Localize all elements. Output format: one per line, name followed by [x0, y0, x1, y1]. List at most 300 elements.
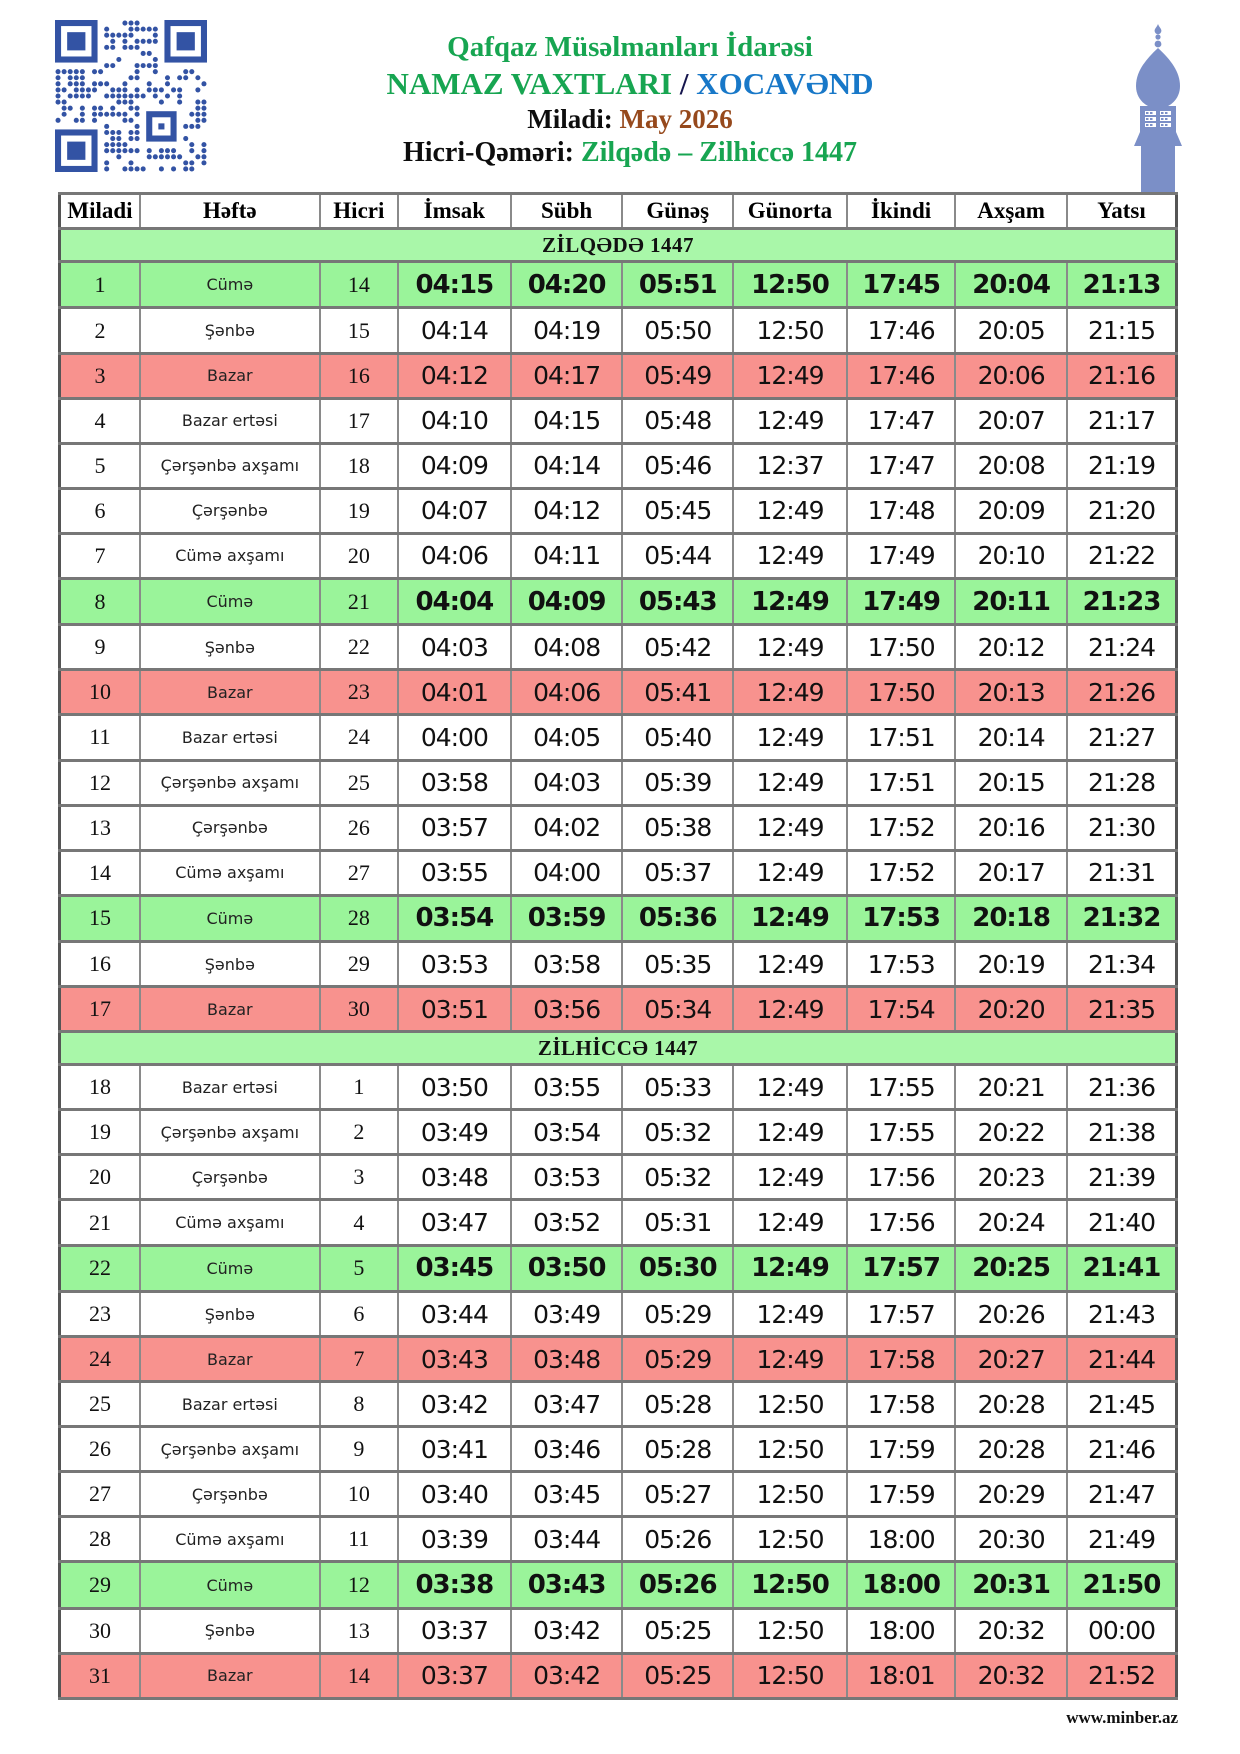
cell-time-axsam: 20:09 — [955, 488, 1067, 533]
cell-miladi-day: 31 — [60, 1653, 140, 1698]
cell-weekday: Çərşənbə — [140, 488, 320, 533]
cell-time-ikindi: 17:53 — [847, 942, 955, 987]
cell-time-yatsi: 21:30 — [1067, 805, 1177, 850]
cell-time-gunes: 05:36 — [622, 895, 733, 941]
cell-time-ikindi: 17:57 — [847, 1245, 955, 1291]
prayer-table-body — [60, 229, 1177, 1699]
cell-hicri-day: 22 — [320, 625, 398, 670]
cell-time-gunorta: 12:49 — [733, 760, 847, 805]
cell-time-imsak: 03:53 — [398, 942, 511, 987]
cell-time-gunorta: 12:49 — [733, 533, 847, 578]
cell-time-gunes: 05:48 — [622, 398, 733, 443]
cell-time-ikindi: 18:01 — [847, 1653, 955, 1698]
cell-hicri-day: 28 — [320, 895, 398, 941]
cell-miladi-day: 29 — [60, 1562, 140, 1608]
cell-time-gunorta: 12:49 — [733, 715, 847, 760]
cell-hicri-day: 7 — [320, 1337, 398, 1382]
cell-miladi-day: 10 — [60, 670, 140, 715]
cell-hicri-day: 24 — [320, 715, 398, 760]
cell-time-subh: 03:42 — [511, 1608, 623, 1653]
cell-time-subh: 04:05 — [511, 715, 623, 760]
cell-hicri-day: 27 — [320, 850, 398, 895]
cell-time-subh: 04:20 — [511, 262, 623, 308]
cell-time-yatsi: 21:46 — [1067, 1427, 1177, 1472]
cell-hicri-day: 6 — [320, 1292, 398, 1337]
cell-time-subh: 03:42 — [511, 1653, 623, 1698]
cell-miladi-day: 13 — [60, 805, 140, 850]
table-row — [60, 1653, 1177, 1698]
table-row — [60, 805, 1177, 850]
cell-time-axsam: 20:31 — [955, 1562, 1067, 1608]
cell-time-ikindi: 17:52 — [847, 805, 955, 850]
cell-time-gunes: 05:37 — [622, 850, 733, 895]
cell-time-gunes: 05:25 — [622, 1653, 733, 1698]
cell-time-ikindi: 18:00 — [847, 1608, 955, 1653]
column-header: Miladi — [60, 194, 140, 229]
cell-hicri-day: 25 — [320, 760, 398, 805]
column-header: Axşam — [955, 194, 1067, 229]
cell-time-gunes: 05:50 — [622, 308, 733, 353]
cell-weekday: Bazar ertəsi — [140, 1065, 320, 1110]
table-row — [60, 942, 1177, 987]
table-row — [60, 987, 1177, 1032]
cell-time-gunes: 05:51 — [622, 262, 733, 308]
cell-time-ikindi: 17:55 — [847, 1065, 955, 1110]
cell-time-yatsi: 21:44 — [1067, 1337, 1177, 1382]
cell-miladi-day: 22 — [60, 1245, 140, 1291]
cell-hicri-day: 20 — [320, 533, 398, 578]
cell-time-ikindi: 18:00 — [847, 1562, 955, 1608]
cell-miladi-day: 28 — [60, 1517, 140, 1562]
cell-hicri-day: 30 — [320, 987, 398, 1032]
cell-time-ikindi: 17:53 — [847, 895, 955, 941]
cell-weekday: Çərşənbə axşamı — [140, 760, 320, 805]
minaret-icon — [1128, 24, 1188, 192]
cell-time-yatsi: 21:40 — [1067, 1200, 1177, 1245]
cell-miladi-day: 27 — [60, 1472, 140, 1517]
cell-time-imsak: 03:44 — [398, 1292, 511, 1337]
gregorian-date-line — [220, 103, 1040, 136]
city-name: XOCAVƏND — [696, 66, 874, 102]
cell-time-gunes: 05:39 — [622, 760, 733, 805]
cell-time-gunorta: 12:49 — [733, 850, 847, 895]
cell-time-yatsi: 21:22 — [1067, 533, 1177, 578]
table-row — [60, 1608, 1177, 1653]
cell-time-axsam: 20:21 — [955, 1065, 1067, 1110]
cell-time-imsak: 04:00 — [398, 715, 511, 760]
cell-time-axsam: 20:24 — [955, 1200, 1067, 1245]
table-row — [60, 1382, 1177, 1427]
cell-time-ikindi: 17:59 — [847, 1427, 955, 1472]
cell-weekday: Bazar — [140, 1337, 320, 1382]
cell-time-yatsi: 21:35 — [1067, 987, 1177, 1032]
cell-weekday: Cümə axşamı — [140, 1200, 320, 1245]
cell-time-gunes: 05:30 — [622, 1245, 733, 1291]
cell-hicri-day: 17 — [320, 398, 398, 443]
cell-time-yatsi: 21:31 — [1067, 850, 1177, 895]
cell-time-ikindi: 17:47 — [847, 398, 955, 443]
cell-weekday: Cümə axşamı — [140, 1517, 320, 1562]
cell-time-ikindi: 17:49 — [847, 578, 955, 624]
table-row — [60, 850, 1177, 895]
cell-hicri-day: 3 — [320, 1155, 398, 1200]
cell-time-gunes: 05:28 — [622, 1382, 733, 1427]
cell-miladi-day: 15 — [60, 895, 140, 941]
cell-time-axsam: 20:28 — [955, 1382, 1067, 1427]
cell-time-gunorta: 12:49 — [733, 895, 847, 941]
table-row — [60, 1200, 1177, 1245]
cell-time-axsam: 20:22 — [955, 1110, 1067, 1155]
cell-time-gunes: 05:34 — [622, 987, 733, 1032]
cell-time-gunes: 05:35 — [622, 942, 733, 987]
cell-miladi-day: 12 — [60, 760, 140, 805]
cell-time-subh: 04:08 — [511, 625, 623, 670]
cell-time-subh: 03:59 — [511, 895, 623, 941]
cell-time-axsam: 20:06 — [955, 353, 1067, 398]
cell-miladi-day: 23 — [60, 1292, 140, 1337]
cell-time-yatsi: 21:38 — [1067, 1110, 1177, 1155]
cell-time-yatsi: 21:20 — [1067, 488, 1177, 533]
cell-time-gunorta: 12:49 — [733, 987, 847, 1032]
cell-miladi-day: 18 — [60, 1065, 140, 1110]
cell-weekday: Şənbə — [140, 308, 320, 353]
cell-hicri-day: 13 — [320, 1608, 398, 1653]
cell-time-yatsi: 21:27 — [1067, 715, 1177, 760]
cell-hicri-day: 14 — [320, 262, 398, 308]
cell-time-gunes: 05:43 — [622, 578, 733, 624]
month-section-row — [60, 1032, 1177, 1065]
table-row — [60, 578, 1177, 624]
cell-time-subh: 03:43 — [511, 1562, 623, 1608]
cell-time-ikindi: 17:47 — [847, 443, 955, 488]
cell-time-gunorta: 12:49 — [733, 1337, 847, 1382]
cell-weekday: Bazar ertəsi — [140, 715, 320, 760]
cell-time-subh: 03:44 — [511, 1517, 623, 1562]
cell-time-gunes: 05:28 — [622, 1427, 733, 1472]
cell-weekday: Çərşənbə — [140, 805, 320, 850]
cell-time-yatsi: 21:36 — [1067, 1065, 1177, 1110]
cell-time-gunorta: 12:49 — [733, 670, 847, 715]
cell-time-axsam: 20:20 — [955, 987, 1067, 1032]
cell-time-axsam: 20:13 — [955, 670, 1067, 715]
cell-hicri-day: 16 — [320, 353, 398, 398]
cell-time-axsam: 20:04 — [955, 262, 1067, 308]
table-row — [60, 1427, 1177, 1472]
cell-weekday: Şənbə — [140, 1292, 320, 1337]
cell-time-ikindi: 17:58 — [847, 1382, 955, 1427]
cell-weekday: Cümə axşamı — [140, 533, 320, 578]
cell-time-subh: 03:46 — [511, 1427, 623, 1472]
cell-weekday: Cümə — [140, 1245, 320, 1291]
cell-time-gunes: 05:45 — [622, 488, 733, 533]
table-row — [60, 443, 1177, 488]
cell-miladi-day: 21 — [60, 1200, 140, 1245]
cell-weekday: Cümə — [140, 578, 320, 624]
cell-weekday: Bazar — [140, 1653, 320, 1698]
cell-time-subh: 03:45 — [511, 1472, 623, 1517]
cell-weekday: Şənbə — [140, 942, 320, 987]
cell-weekday: Bazar ertəsi — [140, 398, 320, 443]
cell-time-axsam: 20:32 — [955, 1608, 1067, 1653]
cell-time-ikindi: 17:45 — [847, 262, 955, 308]
cell-hicri-day: 29 — [320, 942, 398, 987]
table-row — [60, 1292, 1177, 1337]
qr-code-icon — [55, 20, 207, 172]
cell-time-gunorta: 12:50 — [733, 1608, 847, 1653]
cell-time-imsak: 04:10 — [398, 398, 511, 443]
cell-time-axsam: 20:12 — [955, 625, 1067, 670]
cell-time-imsak: 03:42 — [398, 1382, 511, 1427]
cell-time-yatsi: 00:00 — [1067, 1608, 1177, 1653]
cell-time-gunorta: 12:50 — [733, 1427, 847, 1472]
cell-time-ikindi: 17:49 — [847, 533, 955, 578]
cell-time-gunorta: 12:50 — [733, 1472, 847, 1517]
website-footer: www.minber.az — [1066, 1708, 1178, 1727]
prayer-times-table — [58, 192, 1178, 1700]
cell-time-gunorta: 12:50 — [733, 262, 847, 308]
cell-time-ikindi: 17:48 — [847, 488, 955, 533]
cell-time-subh: 03:52 — [511, 1200, 623, 1245]
cell-time-axsam: 20:30 — [955, 1517, 1067, 1562]
cell-hicri-day: 10 — [320, 1472, 398, 1517]
cell-time-imsak: 03:55 — [398, 850, 511, 895]
cell-time-imsak: 04:03 — [398, 625, 511, 670]
cell-time-yatsi: 21:34 — [1067, 942, 1177, 987]
cell-time-gunorta: 12:49 — [733, 488, 847, 533]
cell-time-ikindi: 17:50 — [847, 670, 955, 715]
cell-time-axsam: 20:27 — [955, 1337, 1067, 1382]
cell-time-yatsi: 21:50 — [1067, 1562, 1177, 1608]
cell-time-gunorta: 12:49 — [733, 353, 847, 398]
cell-time-gunes: 05:29 — [622, 1292, 733, 1337]
cell-time-ikindi: 17:56 — [847, 1200, 955, 1245]
cell-miladi-day: 3 — [60, 353, 140, 398]
column-header: Günəş — [622, 194, 733, 229]
cell-time-gunes: 05:41 — [622, 670, 733, 715]
cell-time-imsak: 03:41 — [398, 1427, 511, 1472]
cell-time-axsam: 20:32 — [955, 1653, 1067, 1698]
table-row — [60, 1517, 1177, 1562]
table-row — [60, 353, 1177, 398]
cell-hicri-day: 4 — [320, 1200, 398, 1245]
table-row — [60, 670, 1177, 715]
cell-time-gunorta: 12:50 — [733, 1517, 847, 1562]
cell-time-imsak: 04:12 — [398, 353, 511, 398]
miladi-value: May 2026 — [619, 104, 733, 135]
table-row — [60, 1110, 1177, 1155]
cell-time-axsam: 20:16 — [955, 805, 1067, 850]
column-header: Günorta — [733, 194, 847, 229]
cell-weekday: Cümə — [140, 895, 320, 941]
cell-time-gunorta: 12:37 — [733, 443, 847, 488]
cell-time-subh: 04:19 — [511, 308, 623, 353]
cell-time-imsak: 03:50 — [398, 1065, 511, 1110]
cell-time-imsak: 03:37 — [398, 1653, 511, 1698]
cell-time-subh: 03:49 — [511, 1292, 623, 1337]
column-header: Hicri — [320, 194, 398, 229]
cell-time-subh: 04:11 — [511, 533, 623, 578]
cell-time-yatsi: 21:32 — [1067, 895, 1177, 941]
cell-time-ikindi: 17:55 — [847, 1110, 955, 1155]
cell-time-subh: 04:17 — [511, 353, 623, 398]
cell-miladi-day: 9 — [60, 625, 140, 670]
miladi-label: Miladi: — [527, 104, 613, 135]
cell-weekday: Bazar ertəsi — [140, 1382, 320, 1427]
cell-time-gunes: 05:29 — [622, 1337, 733, 1382]
cell-time-axsam: 20:29 — [955, 1472, 1067, 1517]
cell-weekday: Bazar — [140, 353, 320, 398]
title-block — [220, 30, 1040, 170]
cell-time-gunorta: 12:49 — [733, 1155, 847, 1200]
cell-time-gunes: 05:40 — [622, 715, 733, 760]
cell-time-axsam: 20:28 — [955, 1427, 1067, 1472]
column-header: İkindi — [847, 194, 955, 229]
cell-time-yatsi: 21:26 — [1067, 670, 1177, 715]
cell-hicri-day: 8 — [320, 1382, 398, 1427]
table-row — [60, 760, 1177, 805]
cell-time-gunorta: 12:49 — [733, 1200, 847, 1245]
cell-weekday: Bazar — [140, 670, 320, 715]
table-row — [60, 625, 1177, 670]
cell-time-imsak: 04:14 — [398, 308, 511, 353]
cell-hicri-day: 5 — [320, 1245, 398, 1291]
cell-miladi-day: 19 — [60, 1110, 140, 1155]
cell-time-imsak: 03:40 — [398, 1472, 511, 1517]
cell-time-subh: 04:09 — [511, 578, 623, 624]
column-header: Həftə — [140, 194, 320, 229]
cell-time-yatsi: 21:39 — [1067, 1155, 1177, 1200]
table-row — [60, 715, 1177, 760]
cell-weekday: Cümə axşamı — [140, 850, 320, 895]
cell-time-subh: 04:15 — [511, 398, 623, 443]
cell-time-gunorta: 12:49 — [733, 1065, 847, 1110]
cell-time-gunorta: 12:49 — [733, 1292, 847, 1337]
cell-time-gunorta: 12:49 — [733, 805, 847, 850]
table-row — [60, 398, 1177, 443]
cell-time-yatsi: 21:23 — [1067, 578, 1177, 624]
cell-time-yatsi: 21:24 — [1067, 625, 1177, 670]
cell-time-subh: 04:03 — [511, 760, 623, 805]
cell-weekday: Çərşənbə — [140, 1155, 320, 1200]
cell-weekday: Çərşənbə axşamı — [140, 1427, 320, 1472]
cell-weekday: Çərşənbə — [140, 1472, 320, 1517]
cell-time-gunes: 05:49 — [622, 353, 733, 398]
cell-time-gunes: 05:25 — [622, 1608, 733, 1653]
cell-time-gunorta: 12:50 — [733, 1382, 847, 1427]
cell-time-axsam: 20:07 — [955, 398, 1067, 443]
cell-hicri-day: 26 — [320, 805, 398, 850]
cell-time-ikindi: 17:59 — [847, 1472, 955, 1517]
cell-time-yatsi: 21:41 — [1067, 1245, 1177, 1291]
title-main: NAMAZ VAXTLARI — [386, 66, 673, 102]
cell-time-yatsi: 21:16 — [1067, 353, 1177, 398]
cell-time-gunorta: 12:49 — [733, 942, 847, 987]
cell-time-imsak: 03:39 — [398, 1517, 511, 1562]
cell-miladi-day: 30 — [60, 1608, 140, 1653]
column-header: İmsak — [398, 194, 511, 229]
cell-time-subh: 04:14 — [511, 443, 623, 488]
cell-weekday: Şənbə — [140, 625, 320, 670]
cell-hicri-day: 14 — [320, 1653, 398, 1698]
cell-time-axsam: 20:23 — [955, 1155, 1067, 1200]
cell-hicri-day: 23 — [320, 670, 398, 715]
cell-time-gunes: 05:31 — [622, 1200, 733, 1245]
cell-time-gunes: 05:26 — [622, 1517, 733, 1562]
cell-time-yatsi: 21:49 — [1067, 1517, 1177, 1562]
page-title — [220, 65, 1040, 103]
cell-hicri-day: 2 — [320, 1110, 398, 1155]
cell-hicri-day: 15 — [320, 308, 398, 353]
cell-time-yatsi: 21:19 — [1067, 443, 1177, 488]
cell-miladi-day: 8 — [60, 578, 140, 624]
cell-hicri-day: 1 — [320, 1065, 398, 1110]
organization-title: Qafqaz Müsəlmanları İdarəsi — [447, 31, 813, 63]
cell-time-subh: 03:54 — [511, 1110, 623, 1155]
cell-hicri-day: 21 — [320, 578, 398, 624]
cell-time-imsak: 04:04 — [398, 578, 511, 624]
cell-time-axsam: 20:25 — [955, 1245, 1067, 1291]
hijri-date-line — [220, 136, 1040, 170]
cell-time-ikindi: 18:00 — [847, 1517, 955, 1562]
month-section-row — [60, 229, 1177, 262]
cell-time-gunes: 05:26 — [622, 1562, 733, 1608]
cell-time-ikindi: 17:46 — [847, 308, 955, 353]
table-row — [60, 533, 1177, 578]
cell-time-ikindi: 17:54 — [847, 987, 955, 1032]
cell-miladi-day: 5 — [60, 443, 140, 488]
table-row — [60, 1245, 1177, 1291]
cell-time-yatsi: 21:28 — [1067, 760, 1177, 805]
cell-time-subh: 04:12 — [511, 488, 623, 533]
cell-time-gunorta: 12:50 — [733, 308, 847, 353]
cell-time-gunorta: 12:49 — [733, 578, 847, 624]
cell-time-gunorta: 12:49 — [733, 625, 847, 670]
cell-time-subh: 04:00 — [511, 850, 623, 895]
table-row — [60, 1065, 1177, 1110]
cell-time-axsam: 20:26 — [955, 1292, 1067, 1337]
cell-time-imsak: 03:57 — [398, 805, 511, 850]
cell-time-subh: 03:55 — [511, 1065, 623, 1110]
title-separator: / — [679, 66, 689, 102]
cell-weekday: Çərşənbə axşamı — [140, 443, 320, 488]
cell-time-imsak: 03:58 — [398, 760, 511, 805]
table-row — [60, 1337, 1177, 1382]
cell-time-subh: 04:06 — [511, 670, 623, 715]
cell-time-axsam: 20:08 — [955, 443, 1067, 488]
cell-time-ikindi: 17:52 — [847, 850, 955, 895]
column-header-row — [60, 194, 1177, 229]
cell-time-imsak: 03:37 — [398, 1608, 511, 1653]
cell-time-imsak: 03:38 — [398, 1562, 511, 1608]
cell-hicri-day: 18 — [320, 443, 398, 488]
cell-time-gunes: 05:33 — [622, 1065, 733, 1110]
column-header: Yatsı — [1067, 194, 1177, 229]
cell-time-subh: 03:56 — [511, 987, 623, 1032]
cell-hicri-day: 11 — [320, 1517, 398, 1562]
cell-weekday: Bazar — [140, 987, 320, 1032]
cell-time-axsam: 20:15 — [955, 760, 1067, 805]
cell-time-ikindi: 17:58 — [847, 1337, 955, 1382]
page-header — [0, 0, 1240, 192]
cell-miladi-day: 24 — [60, 1337, 140, 1382]
cell-weekday: Cümə — [140, 1562, 320, 1608]
cell-time-imsak: 04:15 — [398, 262, 511, 308]
cell-time-imsak: 03:54 — [398, 895, 511, 941]
cell-time-subh: 03:53 — [511, 1155, 623, 1200]
cell-time-gunorta: 12:49 — [733, 1245, 847, 1291]
cell-time-axsam: 20:14 — [955, 715, 1067, 760]
cell-time-ikindi: 17:50 — [847, 625, 955, 670]
